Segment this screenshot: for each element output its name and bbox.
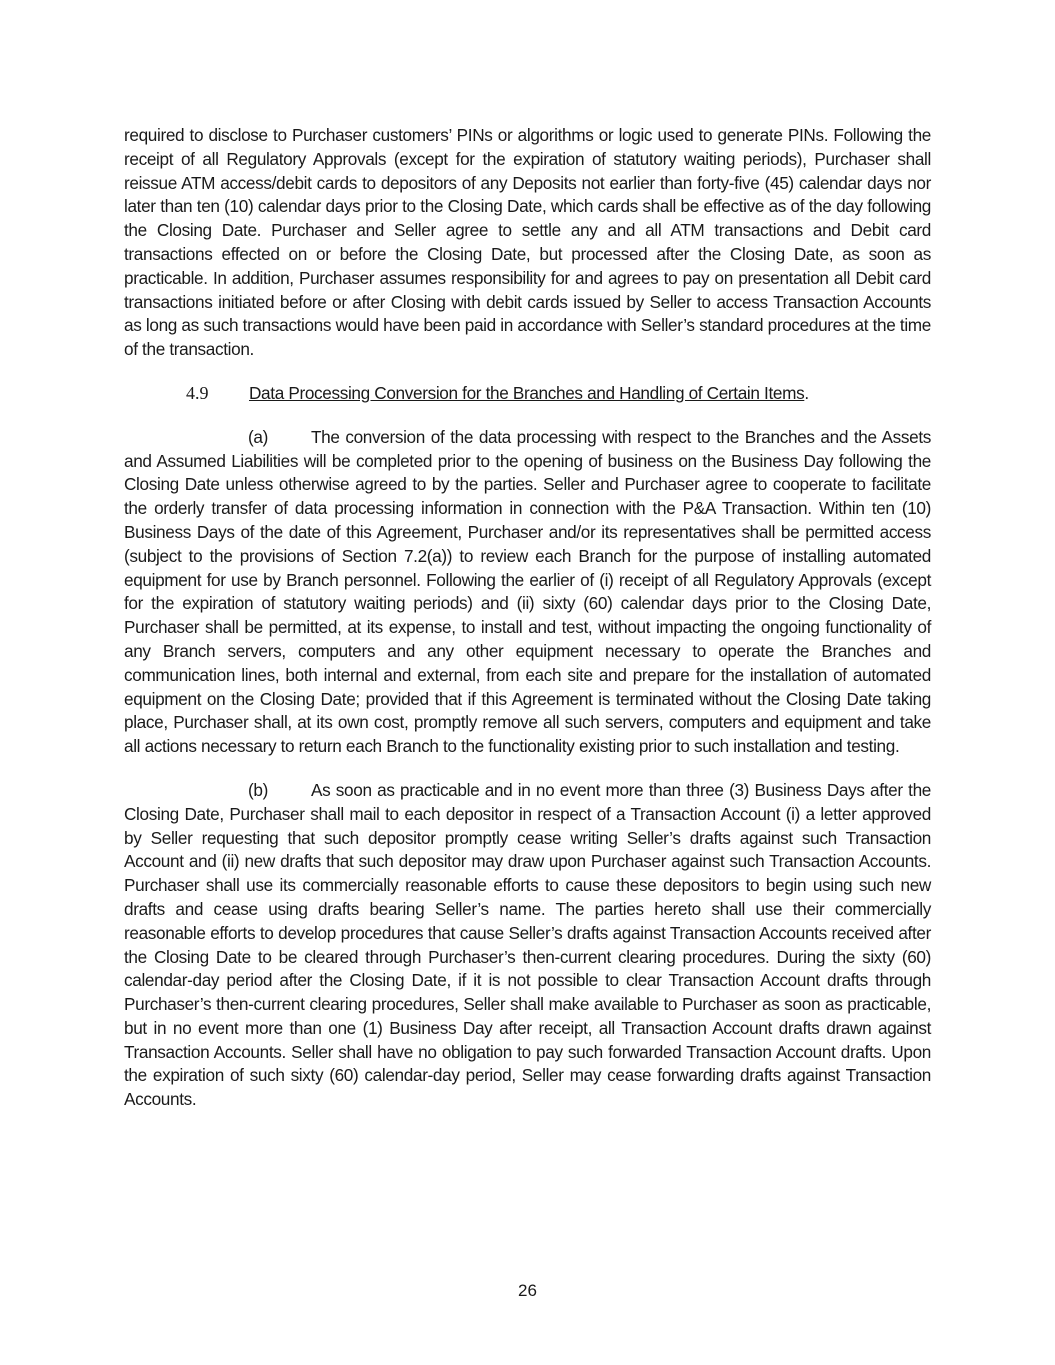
continuation-paragraph: required to disclose to Purchaser customers’ PINs or algorithms or logic used to generate PINs. Following the receipt of all Regulatory Approvals (except for the expiration of statutory waiting periods), Purchaser shall reissue ATM access/debit cards to depositors of any Deposits not earlier than forty-five (45) calendar days nor later than ten (10) calendar days prior to the Closing Date, which cards shall be effective as of the day following the Closing Date. Purchaser and Seller agree to settle any and all ATM transactions and Debit card transactions effected on or before the Closing Date, but processed after the Closing Date, as soon as practicable. In addition, Purchaser assumes responsibility for and agrees to pay on presentation all Debit card transactions initiated before or after Closing with debit cards issued by Seller to access Transaction Accounts as long as such transactions would have been paid in accordance with Seller’s standard procedures at the time of the transaction. [124,125,931,360]
section-title-suffix: . [804,382,809,403]
subsection-text: As soon as practicable and in no event more than three (3) Business Days after the Closing Date, Purchaser shall mail to each depositor in respect of a Transaction Account (i) a letter approved by Seller requesting that such depositor promptly cease writing Seller’s drafts against such Transaction Account and (ii) new drafts that such depositor may draw upon Purchaser against such Transaction Accounts. Purchaser shall use its commercially reasonable efforts to cause these depositors to begin using such new drafts and cease using drafts bearing Seller’s name. The parties hereto shall use their commercially reasonable efforts to develop procedures that cause Seller’s drafts against Transaction Accounts received after the Closing Date to be cleared through Purchaser’s then-current clearing procedures. During the sixty (60) calendar-day period after the Closing Date, if it is not possible to clear Transaction Account drafts through Purchaser’s then-current clearing procedures, Seller shall make available to Purchaser as soon as practicable, but in no event more than one (1) Business Day after receipt, all Transaction Account drafts drawn against Transaction Accounts. Seller shall have no obligation to pay such forwarded Transaction Account drafts. Upon the expiration of such sixty (60) calendar-day period, Seller may cease forwarding drafts against Transaction Accounts. [124,779,931,1110]
section-title: Data Processing Conversion for the Branches and Handling of Certain Items [249,382,805,403]
subsection-label: (a) [248,426,268,447]
subsection-label: (b) [248,779,268,800]
page-number: 26 [518,1281,537,1300]
subsection-text: The conversion of the data processing with respect to the Branches and the Assets and Assumed Liabilities will be completed prior to the opening of business on the Business Day following the Closing Date unless otherwise agreed to by the parties. Seller and Purchaser agree to cooperate to facilitate the orderly transfer of data processing information in connection with the P&A Transaction. Within ten (10) Business Days of the date of this Agreement, Purchaser and/or its representatives shall be permitted access (subject to the provisions of Section 7.2(a)) to review each Branch for the purpose of installing automated equipment for use by Branch personnel. Following the earlier of (i) receipt of all Regulatory Approvals (except for the expiration of statutory waiting periods) and (ii) sixty (60) calendar days prior to the Closing Date, Purchaser shall be permitted, at its expense, to install and test, without impacting the ongoing functionality of any Branch servers, computers and any other equipment necessary to operate the Branches and communication lines, both internal and external, from each site and prepare for the installation of automated equipment on the Closing Date; provided that if this Agreement is terminated without the Closing Date taking place, Purchaser shall, at its own cost, promptly remove all such servers, computers and equipment and take all actions necessary to return each Branch to the functionality existing prior to such installation and testing. [124,426,931,757]
subsection-a [124,426,931,759]
subsection-b [124,779,931,1112]
document-page [124,124,931,1112]
section-number: 4.9 [186,382,209,403]
section-heading [124,382,931,406]
